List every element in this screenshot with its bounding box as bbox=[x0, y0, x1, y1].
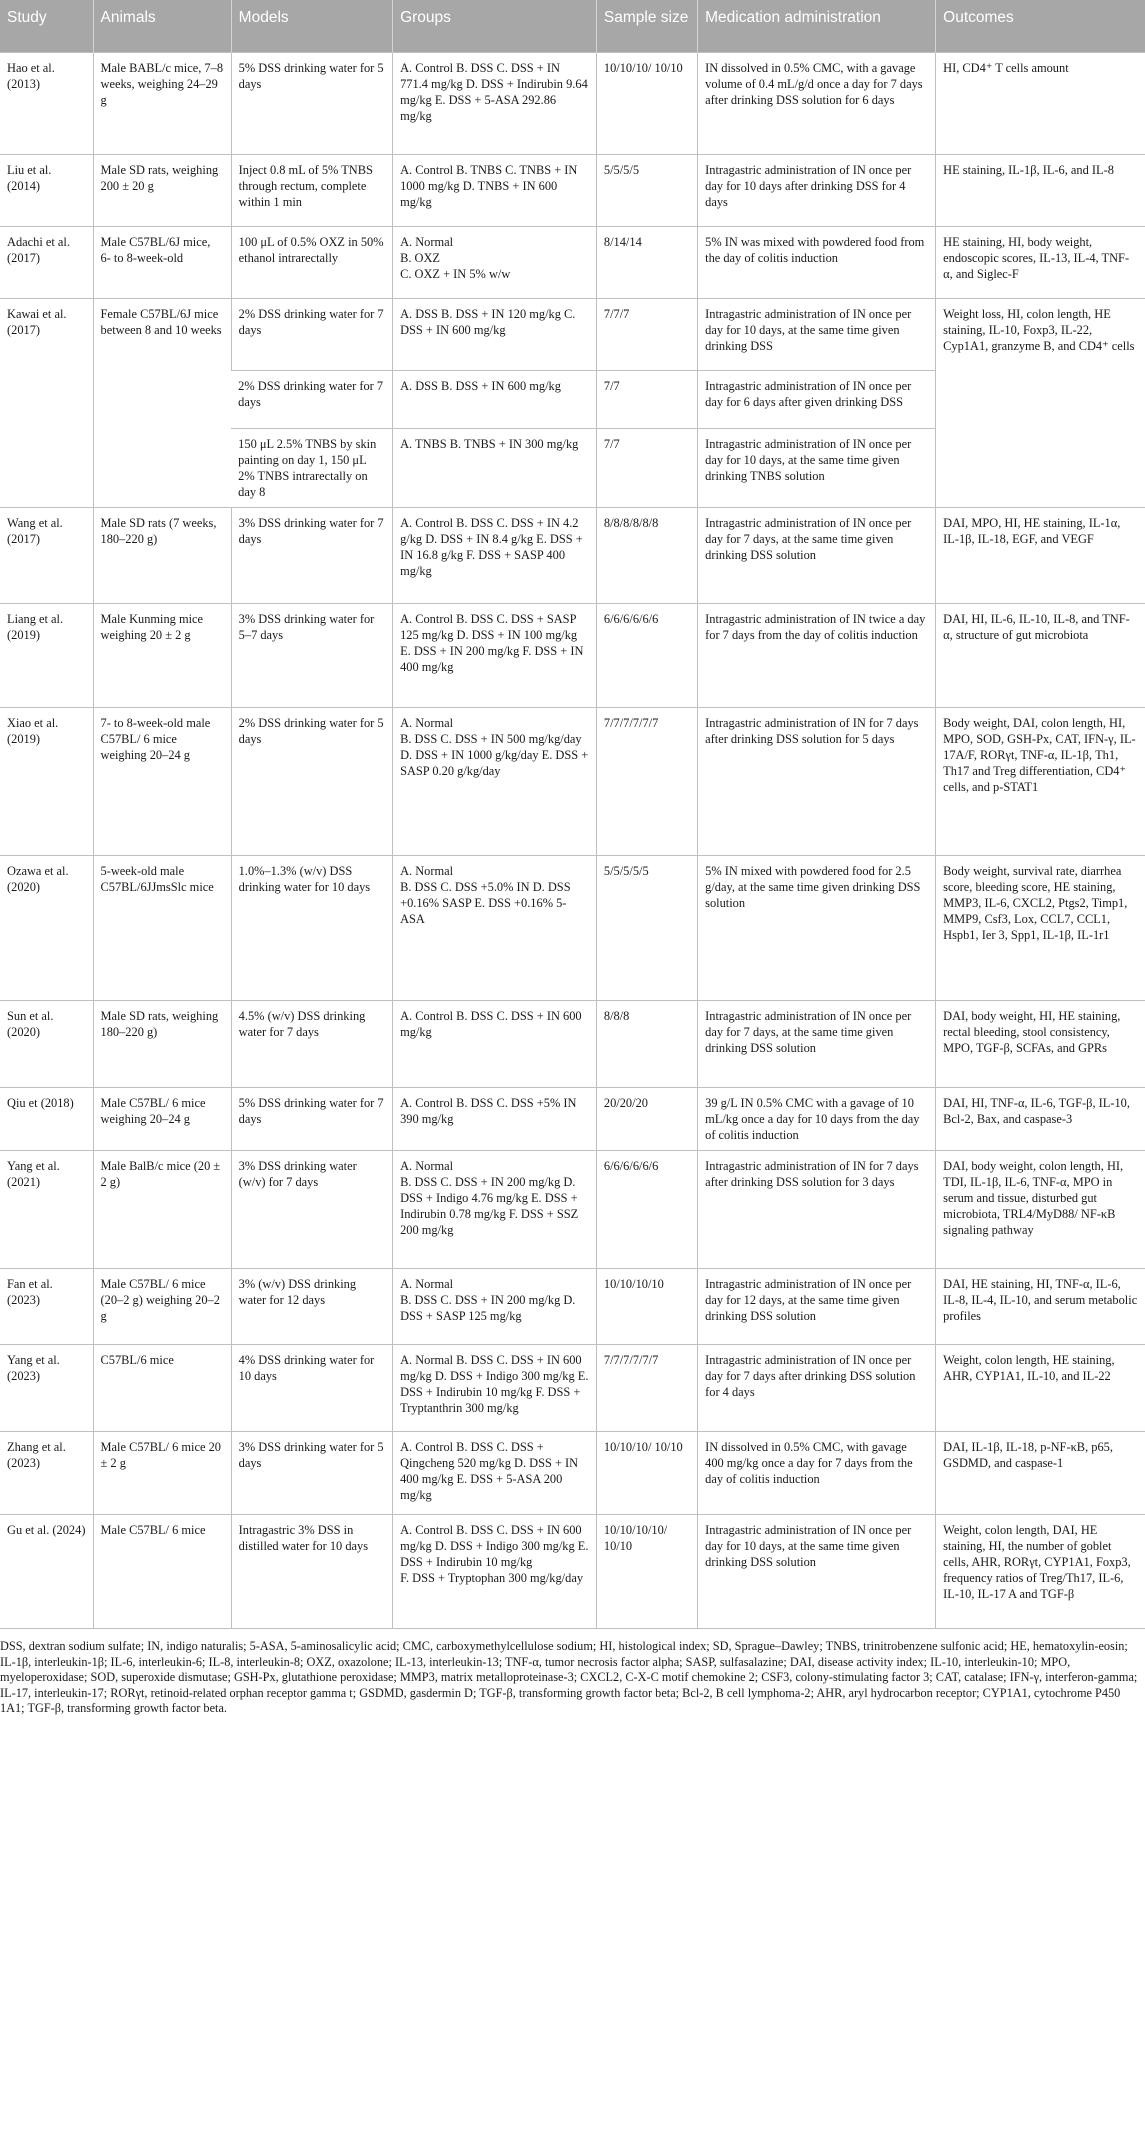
model-cell: 4.5% (w/v) DSS drinking water for 7 days bbox=[231, 1001, 392, 1088]
animals-cell: Male C57BL/ 6 mice 20 ± 2 g bbox=[93, 1432, 231, 1515]
outcomes-cell: Body weight, DAI, colon length, HI, MPO, SOD, GSH-Px, CAT, IFN-γ, IL-17A/F, RORγt, TNF-α, IL-1β, Th1, Th17 and Treg differentiation, CD4⁺ cells, and p-STAT1 bbox=[936, 708, 1145, 856]
outcomes-cell: DAI, MPO, HI, HE staining, IL-1α, IL-1β, IL-18, EGF, and VEGF bbox=[936, 508, 1145, 604]
sample-size-cell: 10/10/10/ 10/10 bbox=[596, 1432, 697, 1515]
header-animals: Animals bbox=[93, 0, 231, 53]
model-cell: Intragastric 3% DSS in distilled water for 10 days bbox=[231, 1515, 392, 1629]
header-models: Models bbox=[231, 0, 392, 53]
study-cell: Liu et al. (2014) bbox=[0, 155, 93, 227]
model-cell: 3% DSS drinking water for 5–7 days bbox=[231, 604, 392, 708]
outcomes-cell: Body weight, survival rate, diarrhea score, bleeding score, HE staining, MMP3, IL-6, CXCL2, Ptgs2, Timp1, MMP9, Csf3, Lox, CCL7, CCL1, Hspb1, Ier 3, Spp1, IL-1β, IL-1r1 bbox=[936, 856, 1145, 1001]
administration-cell: Intragastric administration of IN once per day for 10 days, at the same time given drinking DSS bbox=[698, 299, 936, 371]
sample-size-cell: 5/5/5/5/5 bbox=[596, 856, 697, 1001]
study-cell: Qiu et (2018) bbox=[0, 1088, 93, 1151]
administration-cell: Intragastric administration of IN for 7 days after drinking DSS solution for 3 days bbox=[698, 1151, 936, 1269]
model-cell: 3% DSS drinking water (w/v) for 7 days bbox=[231, 1151, 392, 1269]
study-cell: Zhang et al. (2023) bbox=[0, 1432, 93, 1515]
administration-cell: Intragastric administration of IN twice a day for 7 days from the day of colitis induction bbox=[698, 604, 936, 708]
study-cell: Yang et al. (2023) bbox=[0, 1345, 93, 1432]
table-row bbox=[0, 508, 1145, 604]
sample-size-cell: 7/7/7/7/7/7 bbox=[596, 1345, 697, 1432]
animals-cell: 5-week-old male C57BL/6JJmsSlc mice bbox=[93, 856, 231, 1001]
table-row bbox=[0, 708, 1145, 856]
animals-cell: Male Kunming mice weighing 20 ± 2 g bbox=[93, 604, 231, 708]
header-medication-administration: Medication administration bbox=[698, 0, 936, 53]
study-cell: Gu et al. (2024) bbox=[0, 1515, 93, 1629]
groups-cell: A. TNBS B. TNBS + IN 300 mg/kg bbox=[393, 429, 597, 508]
table-body bbox=[0, 53, 1145, 1629]
header-sample-size: Sample size bbox=[596, 0, 697, 53]
table-footnote: DSS, dextran sodium sulfate; IN, indigo naturalis; 5-ASA, 5-aminosalicylic acid; CMC, carboxymethylcellulose sodium; HI, histological index; SD, Sprague–Dawley; TNBS, trinitrobenzene sulfonic acid; HE, hematoxylin-eosin; IL-1β, interleukin-1β; IL-6, interleukin-6; IL-8, interleukin-8; OXZ, oxazolone; IL-13, interleukin-13; TNF-α, tumor necrosis factor alpha; SASP, sulfasalazine; DAI, disease activity index; IL-10, interleukin-10; MPO, myeloperoxidase; SOD, superoxide dismutase; GSH-Px, glutathione peroxidase; MMP3, matrix metalloproteinase-3; CXCL2, C-X-C motif chemokine 2; CSF3, colony-stimulating factor 3; CAT, catalase; IFN-γ, interferon-gamma; IL-17, interleukin-17; RORγt, retinoid-related orphan receptor gamma t; GSDMD, gasdermin D; TGF-β, transforming growth factor beta; Bcl-2, B cell lymphoma-2; AHR, aryl hydrocarbon receptor; CYP1A1, cytochrome P450 1A1; TGF-β, transforming growth factor beta. bbox=[0, 1639, 1138, 1716]
animals-cell: Male SD rats, weighing 180–220 g) bbox=[93, 1001, 231, 1088]
sample-size-cell: 7/7/7/7/7/7 bbox=[596, 708, 697, 856]
administration-cell: Intragastric administration of IN once per day for 7 days, at the same time given drinking DSS solution bbox=[698, 508, 936, 604]
model-cell: 2% DSS drinking water for 7 days bbox=[231, 371, 392, 429]
groups-cell: A. Normal B. DSS C. DSS + IN 200 mg/kg D. DSS + SASP 125 mg/kg bbox=[393, 1269, 597, 1345]
header-outcomes: Outcomes bbox=[936, 0, 1145, 53]
outcomes-cell: Weight loss, HI, colon length, HE staining, IL-10, Foxp3, IL-22, Cyp1A1, granzyme B, and CD4⁺ cells bbox=[936, 299, 1145, 508]
model-cell: Inject 0.8 mL of 5% TNBS through rectum, complete within 1 min bbox=[231, 155, 392, 227]
administration-cell: Intragastric administration of IN for 7 days after drinking DSS solution for 5 days bbox=[698, 708, 936, 856]
sample-size-cell: 10/10/10/10 bbox=[596, 1269, 697, 1345]
study-cell: Yang et al. (2021) bbox=[0, 1151, 93, 1269]
animals-cell: Female C57BL/6J mice between 8 and 10 weeks bbox=[93, 299, 231, 508]
table-row bbox=[0, 53, 1145, 155]
animals-cell: C57BL/6 mice bbox=[93, 1345, 231, 1432]
groups-cell: A. Control B. DSS C. DSS +5% IN 390 mg/kg bbox=[393, 1088, 597, 1151]
outcomes-cell: DAI, HI, TNF-α, IL-6, TGF-β, IL-10, Bcl-2, Bax, and caspase-3 bbox=[936, 1088, 1145, 1151]
sample-size-cell: 10/10/10/10/ 10/10 bbox=[596, 1515, 697, 1629]
study-cell: Liang et al. (2019) bbox=[0, 604, 93, 708]
outcomes-cell: Weight, colon length, HE staining, AHR, CYP1A1, IL-10, and IL-22 bbox=[936, 1345, 1145, 1432]
header-study: Study bbox=[0, 0, 93, 53]
table-row bbox=[0, 1001, 1145, 1088]
sample-size-cell: 6/6/6/6/6/6 bbox=[596, 1151, 697, 1269]
table-row bbox=[0, 1151, 1145, 1269]
model-cell: 3% (w/v) DSS drinking water for 12 days bbox=[231, 1269, 392, 1345]
study-cell: Sun et al. (2020) bbox=[0, 1001, 93, 1088]
administration-cell: Intragastric administration of IN once per day for 10 days after drinking DSS for 4 days bbox=[698, 155, 936, 227]
animals-cell: Male C57BL/ 6 mice weighing 20–24 g bbox=[93, 1088, 231, 1151]
header-groups: Groups bbox=[393, 0, 597, 53]
animals-cell: Male C57BL/6J mice, 6- to 8-week-old bbox=[93, 227, 231, 299]
groups-cell: A. Control B. DSS C. DSS + IN 600 mg/kg bbox=[393, 1001, 597, 1088]
sample-size-cell: 8/8/8/8/8/8 bbox=[596, 508, 697, 604]
outcomes-cell: HE staining, IL-1β, IL-6, and IL-8 bbox=[936, 155, 1145, 227]
groups-cell: A. Control B. DSS C. DSS + SASP 125 mg/kg D. DSS + IN 100 mg/kg E. DSS + IN 200 mg/kg F. DSS + IN 400 mg/kg bbox=[393, 604, 597, 708]
administration-cell: Intragastric administration of IN once per day for 10 days, at the same time given drinking TNBS solution bbox=[698, 429, 936, 508]
groups-cell: A. Control B. DSS C. DSS + IN 4.2 g/kg D. DSS + IN 8.4 g/kg E. DSS + IN 16.8 g/kg F. DSS + SASP 400 mg/kg bbox=[393, 508, 597, 604]
table-row bbox=[0, 604, 1145, 708]
outcomes-cell: HI, CD4⁺ T cells amount bbox=[936, 53, 1145, 155]
animals-cell: Male SD rats (7 weeks, 180–220 g) bbox=[93, 508, 231, 604]
table-row bbox=[0, 1088, 1145, 1151]
study-cell: Hao et al. (2013) bbox=[0, 53, 93, 155]
administration-cell: Intragastric administration of IN once per day for 7 days after drinking DSS solution for 4 days bbox=[698, 1345, 936, 1432]
study-cell: Kawai et al. (2017) bbox=[0, 299, 93, 508]
groups-cell: A. Normal B. DSS C. DSS + IN 200 mg/kg D. DSS + Indigo 4.76 mg/kg E. DSS + Indirubin 0.78 mg/kg F. DSS + SSZ 200 mg/kg bbox=[393, 1151, 597, 1269]
groups-cell: A. DSS B. DSS + IN 600 mg/kg bbox=[393, 371, 597, 429]
sample-size-cell: 8/14/14 bbox=[596, 227, 697, 299]
outcomes-cell: DAI, body weight, colon length, HI, TDI, IL-1β, IL-6, TNF-α, MPO in serum and tissue, disturbed gut microbiota, TRL4/MyD88/ NF-κB signaling pathway bbox=[936, 1151, 1145, 1269]
model-cell: 3% DSS drinking water for 7 days bbox=[231, 508, 392, 604]
animals-cell: Male SD rats, weighing 200 ± 20 g bbox=[93, 155, 231, 227]
groups-cell: A. Normal B. DSS C. DSS + IN 500 mg/kg/day D. DSS + IN 1000 g/kg/day E. DSS + SASP 0.20 g/kg/day bbox=[393, 708, 597, 856]
study-cell: Fan et al. (2023) bbox=[0, 1269, 93, 1345]
study-cell: Adachi et al. (2017) bbox=[0, 227, 93, 299]
table-row bbox=[0, 299, 1145, 371]
sample-size-cell: 8/8/8 bbox=[596, 1001, 697, 1088]
outcomes-cell: DAI, HI, IL-6, IL-10, IL-8, and TNF-α, structure of gut microbiota bbox=[936, 604, 1145, 708]
model-cell: 2% DSS drinking water for 5 days bbox=[231, 708, 392, 856]
groups-cell: A. Control B. DSS C. DSS + IN 771.4 mg/kg D. DSS + Indirubin 9.64 mg/kg E. DSS + 5-ASA 292.86 mg/kg bbox=[393, 53, 597, 155]
groups-cell: A. Control B. DSS C. DSS + Qingcheng 520 mg/kg D. DSS + IN 400 mg/kg E. DSS + 5-ASA 200 mg/kg bbox=[393, 1432, 597, 1515]
sample-size-cell: 5/5/5/5 bbox=[596, 155, 697, 227]
study-cell: Wang et al. (2017) bbox=[0, 508, 93, 604]
model-cell: 4% DSS drinking water for 10 days bbox=[231, 1345, 392, 1432]
outcomes-cell: Weight, colon length, DAI, HE staining, HI, the number of goblet cells, AHR, RORγt, CYP1A1, Foxp3, frequency ratios of Treg/Th17, IL-6, IL-10, IL-17 A and TGF-β bbox=[936, 1515, 1145, 1629]
administration-cell: Intragastric administration of IN once per day for 7 days, at the same time given drinking DSS solution bbox=[698, 1001, 936, 1088]
model-cell: 3% DSS drinking water for 5 days bbox=[231, 1432, 392, 1515]
groups-cell: A. Control B. TNBS C. TNBS + IN 1000 mg/kg D. TNBS + IN 600 mg/kg bbox=[393, 155, 597, 227]
outcomes-cell: DAI, IL-1β, IL-18, p-NF-κB, p65, GSDMD, and caspase-1 bbox=[936, 1432, 1145, 1515]
model-cell: 150 μL 2.5% TNBS by skin painting on day 1, 150 μL 2% TNBS intrarectally on day 8 bbox=[231, 429, 392, 508]
model-cell: 2% DSS drinking water for 7 days bbox=[231, 299, 392, 371]
animals-cell: Male BalB/c mice (20 ± 2 g) bbox=[93, 1151, 231, 1269]
groups-cell: A. Normal B. OXZ C. OXZ + IN 5% w/w bbox=[393, 227, 597, 299]
outcomes-cell: DAI, body weight, HI, HE staining, rectal bleeding, stool consistency, MPO, TGF-β, SCFAs, and GPRs bbox=[936, 1001, 1145, 1088]
model-cell: 1.0%–1.3% (w/v) DSS drinking water for 10 days bbox=[231, 856, 392, 1001]
model-cell: 100 μL of 0.5% OXZ in 50% ethanol intrarectally bbox=[231, 227, 392, 299]
outcomes-cell: DAI, HE staining, HI, TNF-α, IL-6, IL-8, IL-4, IL-10, and serum metabolic profiles bbox=[936, 1269, 1145, 1345]
table-row bbox=[0, 1432, 1145, 1515]
study-cell: Xiao et al. (2019) bbox=[0, 708, 93, 856]
animals-cell: Male C57BL/ 6 mice (20–2 g) weighing 20–2 g bbox=[93, 1269, 231, 1345]
sample-size-cell: 20/20/20 bbox=[596, 1088, 697, 1151]
administration-cell: IN dissolved in 0.5% CMC, with gavage 400 mg/kg once a day for 7 days from the day of colitis induction bbox=[698, 1432, 936, 1515]
model-cell: 5% DSS drinking water for 5 days bbox=[231, 53, 392, 155]
table-row bbox=[0, 1515, 1145, 1629]
animals-cell: Male C57BL/ 6 mice bbox=[93, 1515, 231, 1629]
administration-cell: IN dissolved in 0.5% CMC, with a gavage volume of 0.4 mL/g/d once a day for 7 days after drinking DSS solution for 6 days bbox=[698, 53, 936, 155]
table-row bbox=[0, 1345, 1145, 1432]
administration-cell: 5% IN mixed with powdered food for 2.5 g/day, at the same time given drinking DSS solution bbox=[698, 856, 936, 1001]
administration-cell: Intragastric administration of IN once per day for 10 days, at the same time given drinking DSS solution bbox=[698, 1515, 936, 1629]
table-row bbox=[0, 155, 1145, 227]
sample-size-cell: 7/7/7 bbox=[596, 299, 697, 371]
table-row bbox=[0, 856, 1145, 1001]
administration-cell: 5% IN was mixed with powdered food from the day of colitis induction bbox=[698, 227, 936, 299]
sample-size-cell: 7/7 bbox=[596, 429, 697, 508]
table-row bbox=[0, 227, 1145, 299]
groups-cell: A. DSS B. DSS + IN 120 mg/kg C. DSS + IN 600 mg/kg bbox=[393, 299, 597, 371]
groups-cell: A. Normal B. DSS C. DSS + IN 600 mg/kg D. DSS + Indigo 300 mg/kg E. DSS + Indirubin 10 mg/kg F. DSS + Tryptanthrin 300 mg/kg bbox=[393, 1345, 597, 1432]
table-header-row bbox=[0, 0, 1145, 53]
table-row bbox=[0, 1269, 1145, 1345]
groups-cell: A. Normal B. DSS C. DSS +5.0% IN D. DSS +0.16% SASP E. DSS +0.16% 5-ASA bbox=[393, 856, 597, 1001]
administration-cell: Intragastric administration of IN once per day for 6 days after given drinking DSS bbox=[698, 371, 936, 429]
model-cell: 5% DSS drinking water for 7 days bbox=[231, 1088, 392, 1151]
sample-size-cell: 10/10/10/ 10/10 bbox=[596, 53, 697, 155]
outcomes-cell: HE staining, HI, body weight, endoscopic scores, IL-13, IL-4, TNF-α, and Siglec-F bbox=[936, 227, 1145, 299]
administration-cell: Intragastric administration of IN once per day for 12 days, at the same time given drinking DSS solution bbox=[698, 1269, 936, 1345]
study-cell: Ozawa et al. (2020) bbox=[0, 856, 93, 1001]
administration-cell: 39 g/L IN 0.5% CMC with a gavage of 10 mL/kg once a day for 10 days from the day of colitis induction bbox=[698, 1088, 936, 1151]
sample-size-cell: 7/7 bbox=[596, 371, 697, 429]
animals-cell: 7- to 8-week-old male C57BL/ 6 mice weighing 20–24 g bbox=[93, 708, 231, 856]
animals-cell: Male BABL/c mice, 7–8 weeks, weighing 24–29 g bbox=[93, 53, 231, 155]
sample-size-cell: 6/6/6/6/6/6 bbox=[596, 604, 697, 708]
groups-cell: A. Control B. DSS C. DSS + IN 600 mg/kg D. DSS + Indigo 300 mg/kg E. DSS + Indirubin 10 mg/kg F. DSS + Tryptophan 300 mg/kg/day bbox=[393, 1515, 597, 1629]
